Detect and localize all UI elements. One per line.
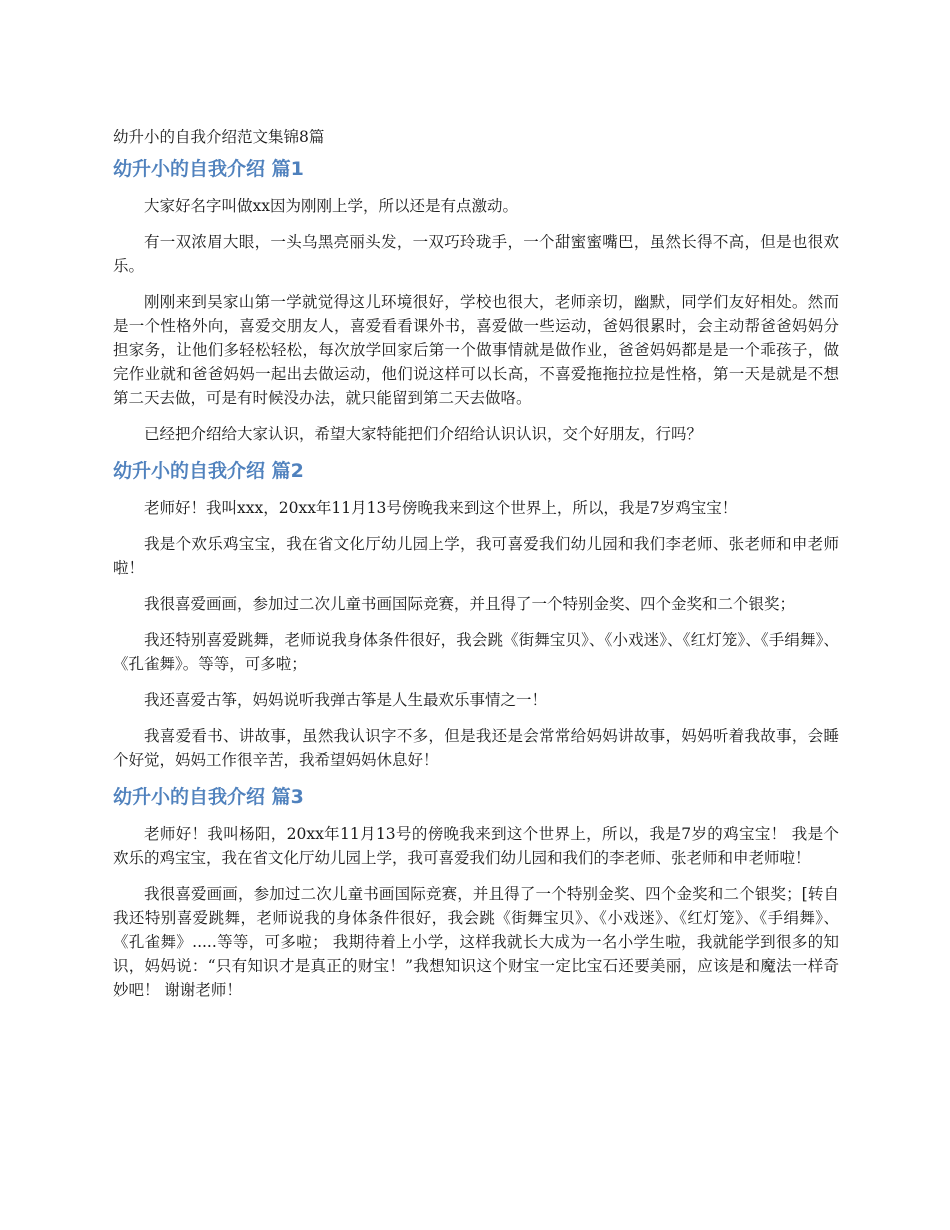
paragraph: 老师好！我叫xxx，20xx年11月13号傍晚我来到这个世界上，所以，我是7岁鸡宝宝！ bbox=[144, 499, 738, 517]
paragraph: 有一双浓眉大眼，一头乌黑亮丽头发，一双巧玲珑手，一个甜蜜蜜嘴巴，虽然长得不高，但是也很欢乐。 bbox=[113, 233, 839, 275]
paragraph: 我是个欢乐鸡宝宝，我在省文化厅幼儿园上学，我可喜爱我们幼儿园和我们李老师、张老师和申老师啦！ bbox=[113, 535, 839, 577]
paragraph: 老师好！我叫杨阳，20xx年11月13号的傍晚我来到这个世界上，所以，我是7岁的鸡宝宝！ 我是个欢乐的鸡宝宝，我在省文化厅幼儿园上学，我可喜爱我们幼儿园和我们的李老师、张老师和申老师啦！ bbox=[113, 825, 839, 867]
section-heading: 幼升小的自我介绍 篇1 bbox=[113, 158, 304, 180]
paragraph: 大家好名字叫做xx因为刚刚上学，所以还是有点激动。 bbox=[144, 197, 518, 215]
section-heading: 幼升小的自我介绍 篇2 bbox=[113, 460, 304, 482]
paragraph: 刚刚来到吴家山第一学就觉得这儿环境很好，学校也很大，老师亲切，幽默，同学们友好相处。然而是一个性格外向，喜爱交朋友人，喜爱看看课外书，喜爱做一些运动，爸妈很累时，会主动帮爸爸妈妈分担家务，让他们多轻松轻松，每次放学回家后第一个做事情就是做作业，爸爸妈妈都是是一个乖孩子，做完作业就和爸爸妈妈一起出去做运动，他们说这样可以长高，不喜爱拖拖拉拉是性格，第一天是就是不想第二天去做，可是有时候没办法，就只能留到第二天去做咯。 bbox=[113, 293, 839, 407]
paragraph: 我还喜爱古筝，妈妈说听我弹古筝是人生最欢乐事情之一！ bbox=[144, 691, 548, 709]
section-heading: 幼升小的自我介绍 篇3 bbox=[113, 786, 304, 808]
document-title: 幼升小的自我介绍范文集锦8篇 bbox=[113, 128, 325, 146]
paragraph: 我很喜爱画画，参加过二次儿童书画国际竞赛，并且得了一个特别金奖、四个金奖和二个银奖； bbox=[144, 595, 796, 613]
section-1 bbox=[113, 156, 839, 446]
paragraph: 我喜爱看书、讲故事，虽然我认识字不多，但是我还是会常常给妈妈讲故事，妈妈听着我故事，会睡个好觉，妈妈工作很辛苦，我希望妈妈休息好！ bbox=[113, 727, 839, 769]
paragraph: 我很喜爱画画，参加过二次儿童书画国际竞赛，并且得了一个特别金奖、四个金奖和二个银奖；[转自 我还特别喜爱跳舞，老师说我的身体条件很好，我会跳《街舞宝贝》、《小戏迷》、《红灯笼》、《手绢舞》、《孔雀舞》.....等等，可多啦； 我期待着上小学，这样我就长大成为一名小学生啦，我就能学到很多的知识，妈妈说：“只有知识才是真正的财宝！”我想知识这个财宝一定比宝石还要美丽，应该是和魔法一样奇妙吧！ 谢谢老师！ bbox=[113, 885, 839, 999]
document-page bbox=[113, 124, 839, 1014]
paragraph: 我还特别喜爱跳舞，老师说我身体条件很好，我会跳《街舞宝贝》、《小戏迷》、《红灯笼》、《手绢舞》、《孔雀舞》。等等，可多啦； bbox=[113, 631, 839, 673]
section-2 bbox=[113, 458, 839, 772]
section-3 bbox=[113, 784, 839, 1002]
paragraph: 已经把介绍给大家认识，希望大家特能把们介绍给认识认识，交个好朋友，行吗？ bbox=[144, 425, 703, 443]
